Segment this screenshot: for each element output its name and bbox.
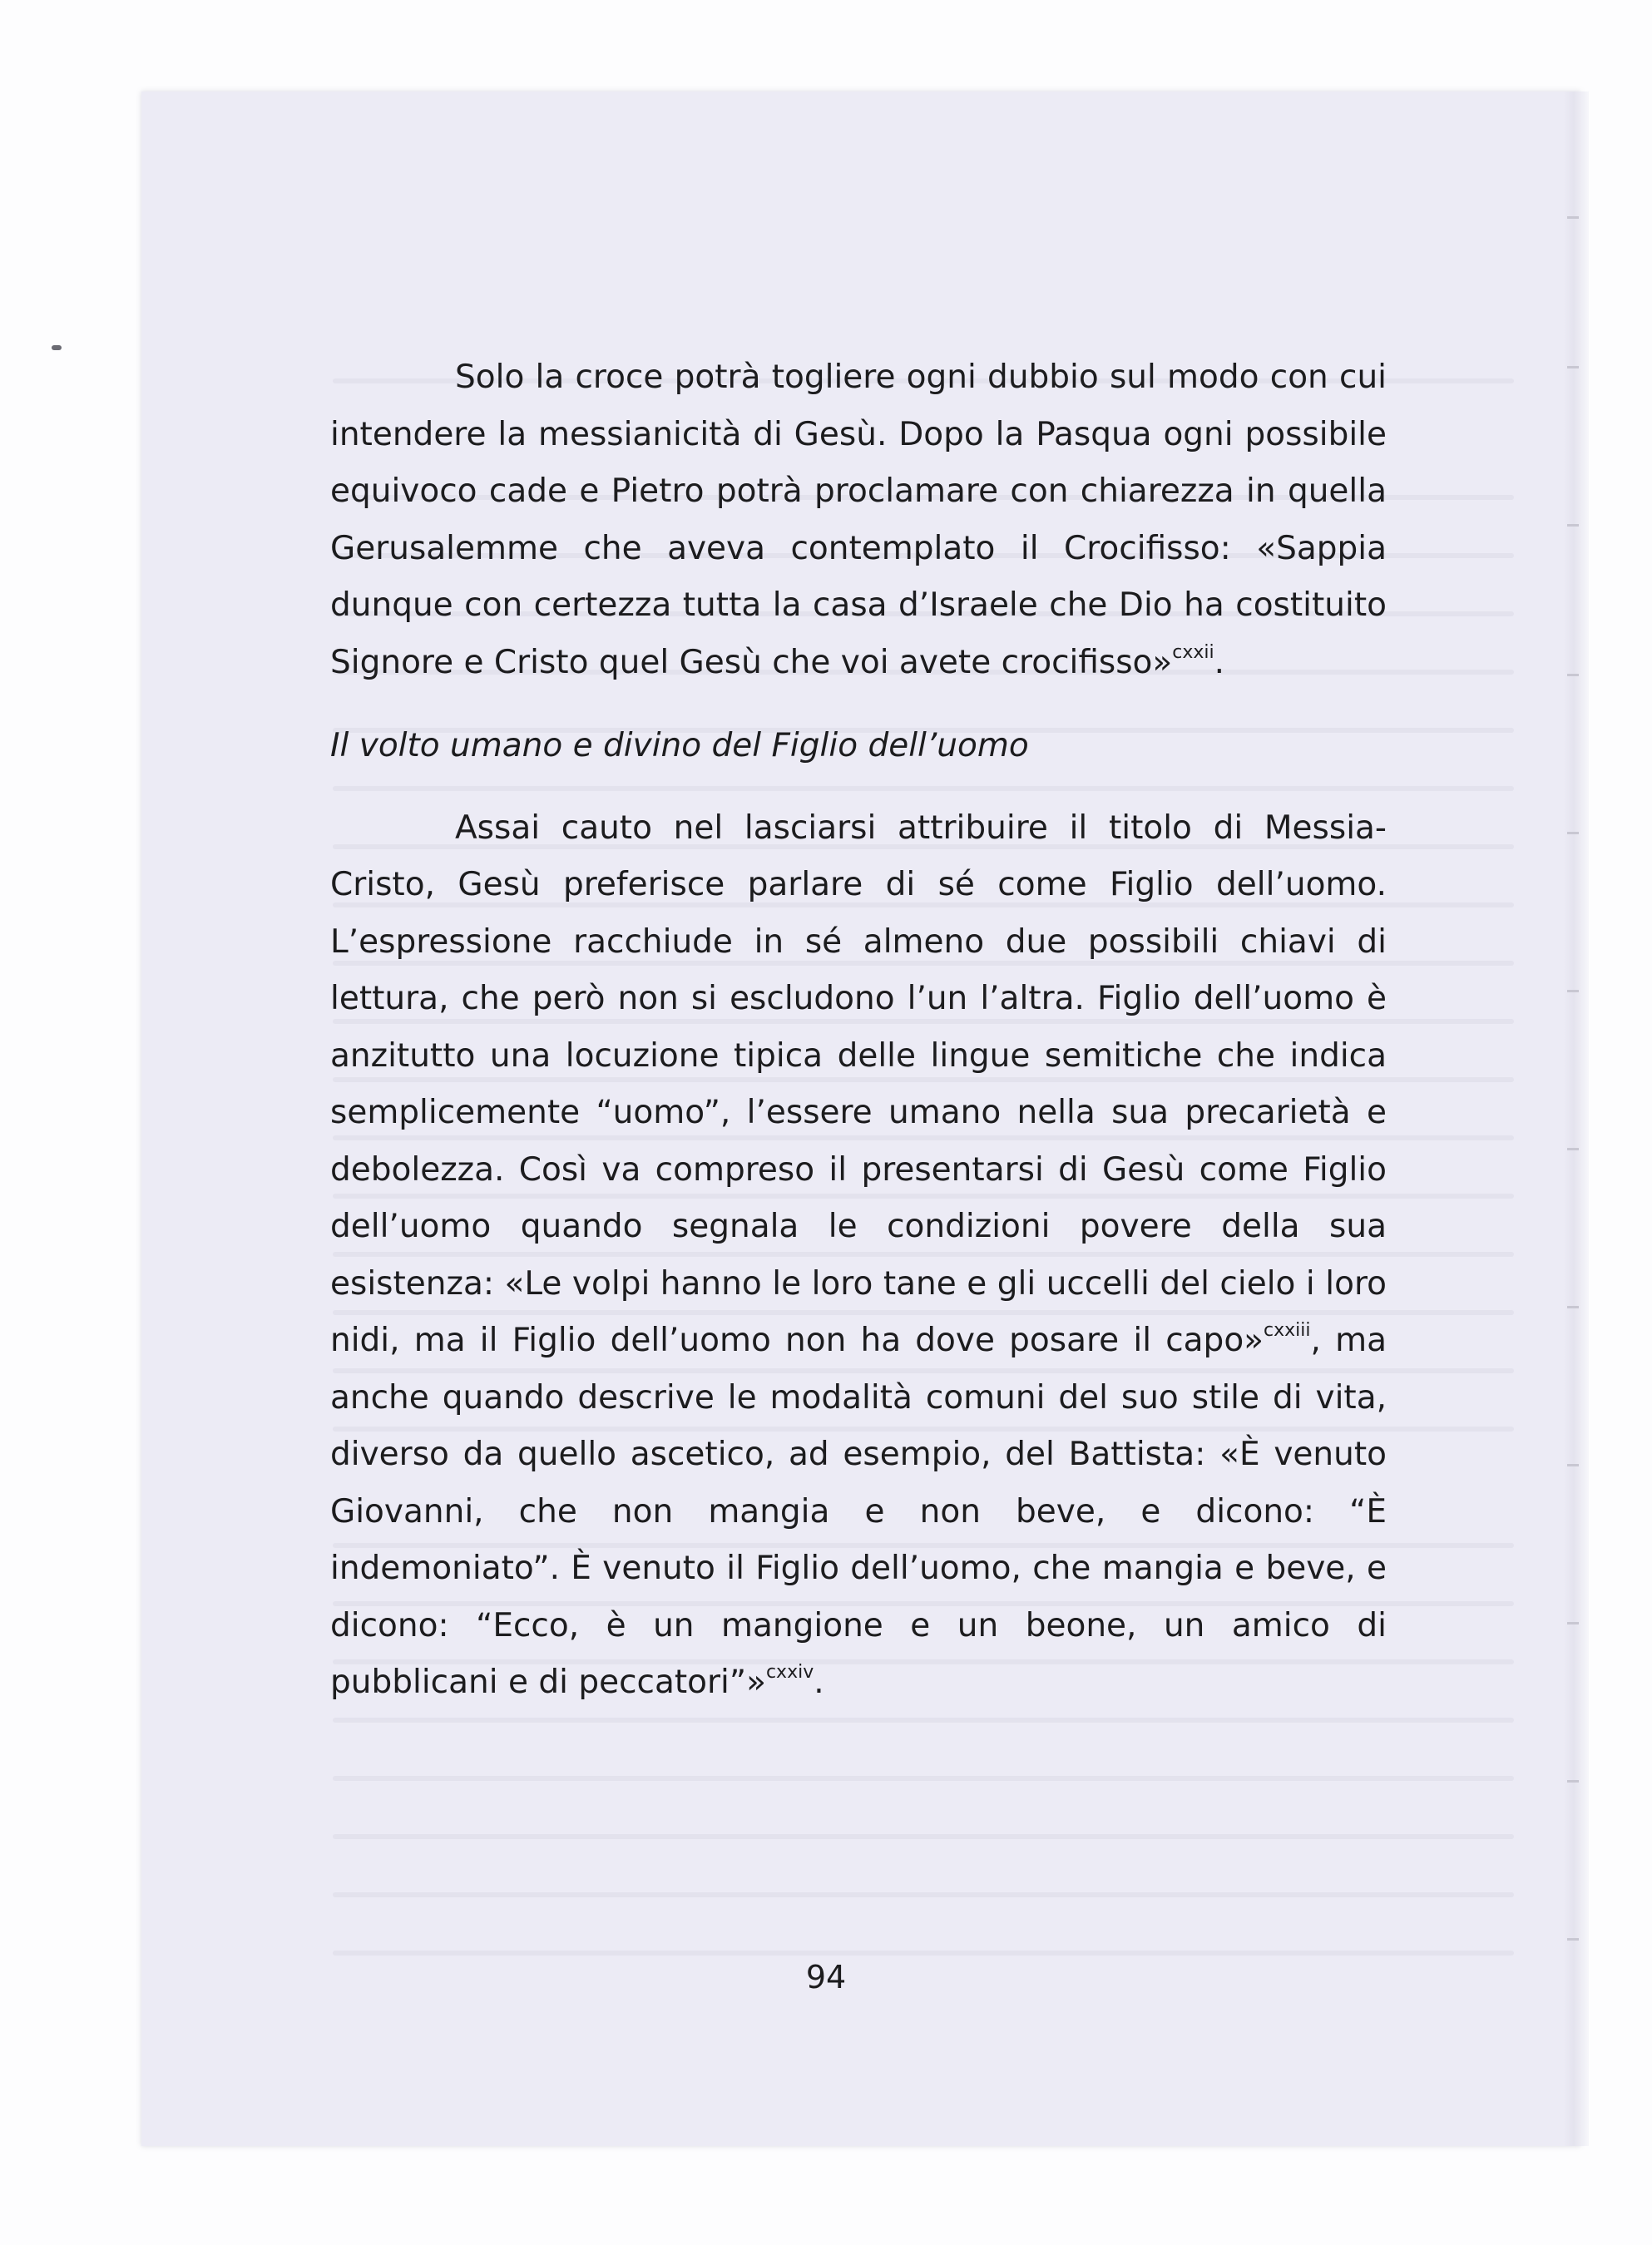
paragraph-2-text: Assai cauto nel lasciarsi attribuire il titolo di Messia-Cristo, Gesù preferisce parlare di sé come Figlio dell’uomo. L’espressione racchiude in sé almeno due possibili chiavi di lettura, che però non si escludono l’un l’altra. Figlio dell’uomo è anzitutto una locuzione tipica delle lingue semitiche che indica semplicemente “uomo”, l’essere umano nella sua precarietà e debolezza. Così va compreso il presentarsi di Gesù come Figlio dell’uomo quando segnala le condizioni povere della sua esistenza: «Le volpi hanno le loro tane e gli uccelli del cielo i loro nidi, ma il Figlio dell’uomo non ha dove posare il capo»	[330, 808, 1387, 1359]
footnote-reference: cxxiii	[1264, 1320, 1311, 1341]
paragraph-2-text-continued: , ma anche quando descrive le modalità comuni del suo stile di vita, diverso da quello ascetico, ad esempio, del Battista: «È venuto Giovanni, che non mangia e non beve, e dicono: “È indemoniato”. È venuto il Figlio dell’uomo, che mangia e beve, e dicono: “Ecco, è un mangione e un beone, un amico di pubblicani e di peccatori”»	[330, 1322, 1387, 1701]
section-heading: Il volto umano e divino del Figlio dell’uomo	[330, 727, 1029, 764]
scan-speck	[52, 345, 62, 350]
page-binding-edge	[1564, 91, 1589, 2146]
footnote-reference: cxxii	[1172, 641, 1214, 663]
paragraph	[330, 800, 1387, 1712]
paragraph-1-end: .	[1214, 643, 1225, 681]
paragraph	[330, 349, 1387, 691]
footnote-reference: cxxiv	[765, 1662, 814, 1683]
page-number: 94	[805, 1959, 847, 1995]
paragraph-1-text: Solo la croce potrà togliere ogni dubbio sul modo con cui intendere la messianicità di Gesù. Dopo la Pasqua ogni possibile equivoco cade e Pietro potrà proclamare con chiarezza in quella Gerusalemme che aveva contemplato il Crocifisso: «Sappia dunque con certezza tutta la casa d’Israele che Dio ha costituito Signore e Cristo quel Gesù che voi avete crocifisso»	[330, 359, 1387, 681]
paragraph-2-end: .	[814, 1664, 824, 1701]
body-text	[330, 349, 1387, 1712]
